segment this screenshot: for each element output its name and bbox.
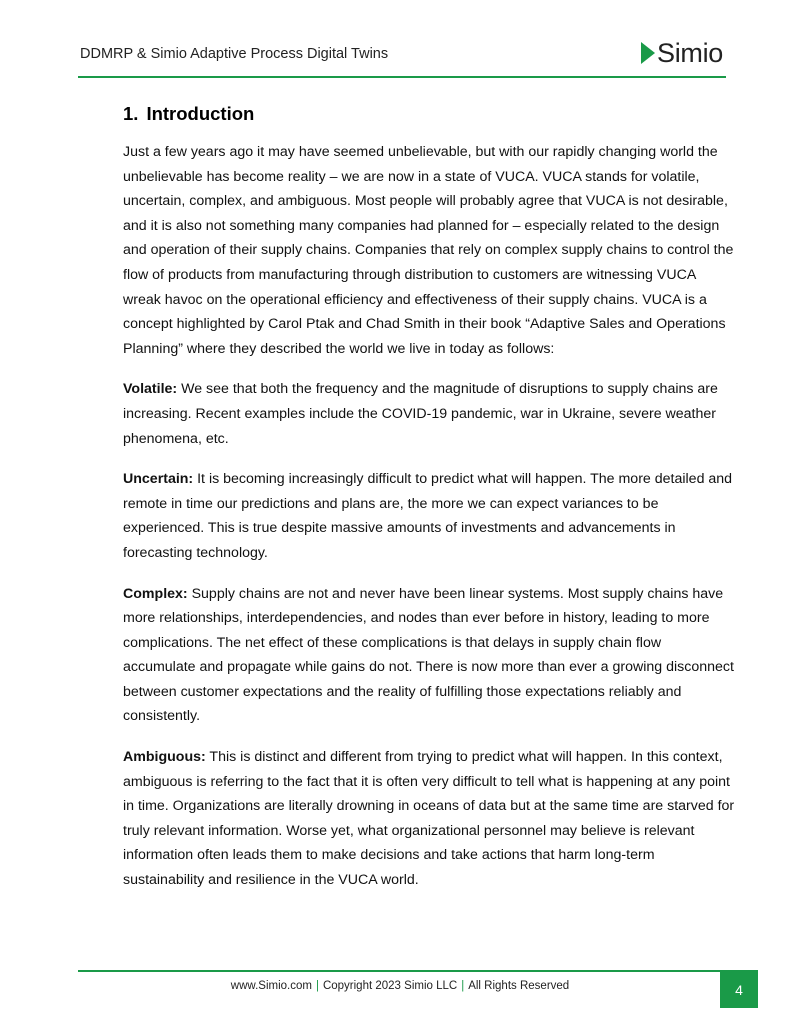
paragraph-text: This is distinct and different from trying to predict what will happen. In this context, ambiguous is referring to the fact that it is often very difficult to tell what is happening at any point in time. Organizations are literally drowning in oceans of data but at the same time are starved for truly relevant information. Worse yet, what organizational personnel may believe is relevant information often leads them to make decisions and take actions that harm long-term sustainability and resilience in the VUCA world.: [123, 749, 735, 889]
footer-text: [0, 980, 800, 992]
logo-text: Simio: [657, 38, 724, 68]
paragraph-text: Supply chains are not and never have been linear systems. Most supply chains have more relationships, interdependencies, and nodes than ever before in history, leading to more complications. The net effect of these complications is that delays in supply chain flow accumulate and propagate while gains do not. There is now more than ever a growing disconnect between customer expectations and the reality of fulfilling those expectations reliably and consistently.: [123, 585, 734, 725]
footer-divider: [78, 970, 758, 972]
term-label: Volatile:: [123, 381, 178, 398]
footer-separator: |: [461, 980, 465, 992]
page-number: 4: [720, 972, 758, 1008]
footer-separator: |: [315, 980, 319, 992]
term-label: Ambiguous:: [123, 749, 206, 766]
document-title: DDMRP & Simio Adaptive Process Digital Twins: [80, 46, 389, 62]
paragraph-text: We see that both the frequency and the magnitude of disruptions to supply chains are increasing. Recent examples include the COVID-19 pandemic, war in Ukraine, severe weather phenomena, etc.: [123, 381, 718, 447]
footer-rights: All Rights Reserved: [468, 980, 570, 992]
section-heading: [123, 103, 254, 125]
paragraph-uncertain: [123, 467, 735, 565]
footer-copyright: Copyright 2023 Simio LLC: [322, 980, 458, 992]
term-label: Uncertain:: [123, 471, 194, 488]
play-triangle-icon: [641, 40, 655, 66]
simio-logo: [641, 38, 723, 68]
section-title: Introduction: [146, 103, 255, 124]
footer-website: www.Simio.com: [230, 980, 312, 992]
paragraph-volatile: [123, 377, 735, 451]
paragraph-text: It is becoming increasingly difficult to predict what will happen. The more detailed and remote in time our predictions and plans are, the more we can expect variances to be experienced. This is true despite massive amounts of investments and advancements in forecasting technology.: [123, 471, 733, 561]
paragraph-complex: [123, 582, 735, 730]
body-content: [123, 140, 735, 909]
section-number: 1.: [123, 103, 139, 124]
paragraph-intro: [123, 140, 735, 361]
paragraph-text: Just a few years ago it may have seemed unbelievable, but with our rapidly changing world the unbelievable has become reality – we are now in a state of VUCA. VUCA stands for volatile, uncertain, complex, and ambiguous. Most people will probably agree that VUCA is not desirable, and it is also not something many companies had planned for – especially related to the design and operation of their supply chains. Companies that rely on complex supply chains to control the flow of products from manufacturing through distribution to customers are witnessing VUCA wreak havoc on the operational efficiency and effectiveness of their supply chains. VUCA is a concept highlighted by Carol Ptak and Chad Smith in their book “Adaptive Sales and Operations Planning” where they described the world we live in today as follows:: [123, 144, 734, 357]
paragraph-ambiguous: [123, 745, 735, 893]
header-divider: [78, 76, 726, 78]
term-label: Complex:: [123, 585, 188, 602]
